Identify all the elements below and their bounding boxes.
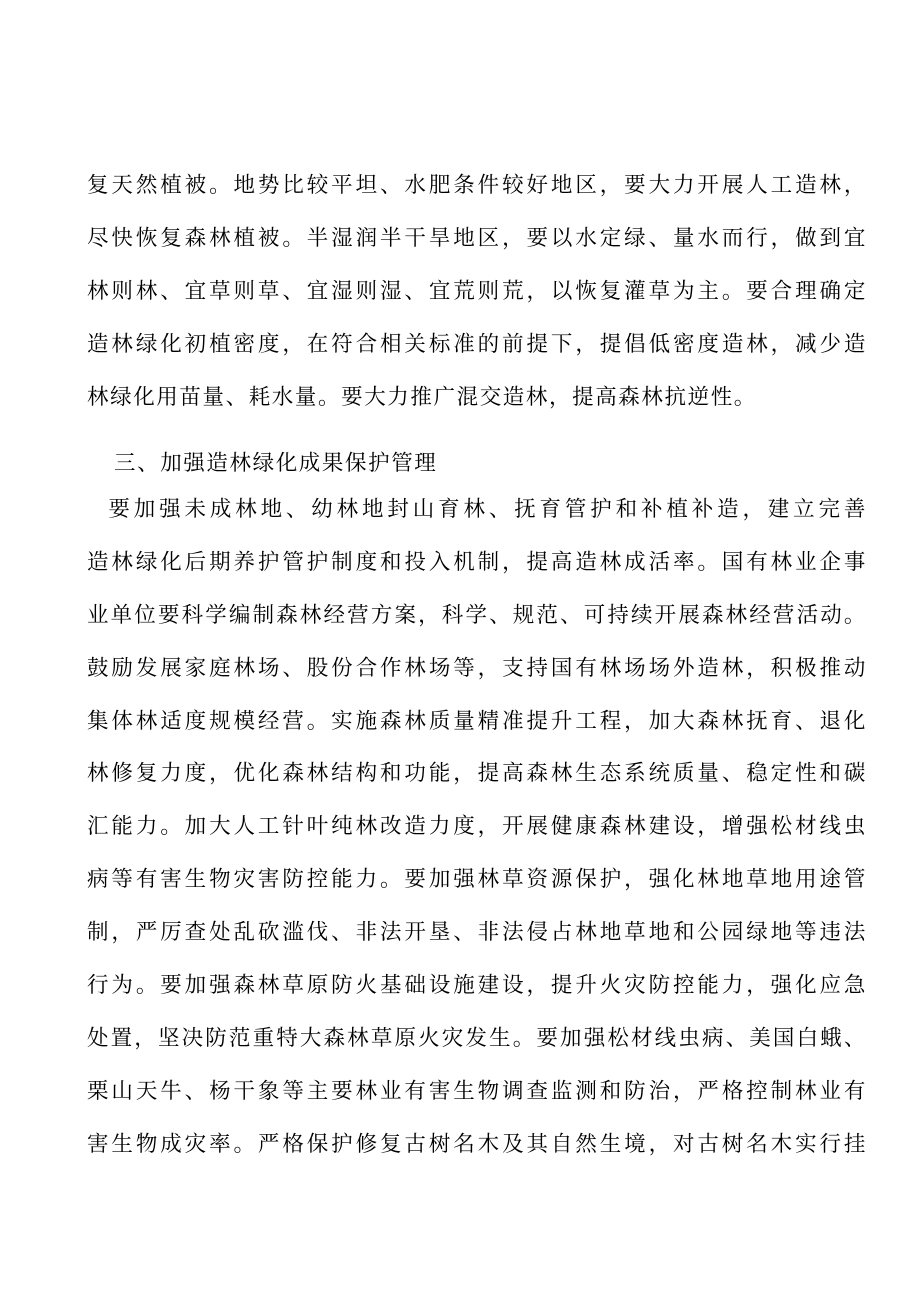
paragraph-line: 鼓励发展家庭林场、股份合作林场等，支持国有林场场外造林，积极推动 <box>87 655 867 681</box>
paragraph-line: 行为。要加强森林草原防火基础设施建设，提升火灾防控能力，强化应急 <box>87 973 867 999</box>
paragraph-line: 林修复力度，优化森林结构和功能，提高森林生态系统质量、稳定性和碳 <box>87 761 867 787</box>
paragraph-line: 处置，坚决防范重特大森林草原火灾发生。要加强松材线虫病、美国白蛾、 <box>87 1025 867 1051</box>
section-heading: 三、加强造林绿化成果保护管理 <box>114 451 438 476</box>
paragraph-line: 汇能力。加大人工针叶纯林改造力度，开展健康森林建设，增强松材线虫 <box>87 814 867 840</box>
paragraph-line: 制，严厉查处乱砍滥伐、非法开垦、非法侵占林地草地和公园绿地等违法 <box>87 920 867 946</box>
paragraph-line: 要加强未成林地、幼林地封山育林、抚育管护和补植补造，建立完善 <box>87 497 867 522</box>
paragraph-line: 集体林适度规模经营。实施森林质量精准提升工程，加大森林抚育、退化 <box>87 708 867 734</box>
paragraph-line: 业单位要科学编制森林经营方案，科学、规范、可持续开展森林经营活动。 <box>87 602 867 628</box>
paragraph-line: 林绿化用苗量、耗水量。要大力推广混交造林，提高森林抗逆性。 <box>87 384 757 410</box>
paragraph-line: 复天然植被。地势比较平坦、水肥条件较好地区，要大力开展人工造林， <box>87 173 867 198</box>
paragraph-line: 栗山天牛、杨干象等主要林业有害生物调查监测和防治，严格控制林业有 <box>87 1078 867 1104</box>
paragraph-protection <box>87 484 867 1172</box>
paragraph-line: 病等有害生物灾害防控能力。要加强林草资源保护，强化林地草地用途管 <box>87 867 867 893</box>
paragraph-line: 害生物成灾率。严格保护修复古树名木及其自然生境，对古树名木实行挂 <box>87 1131 867 1157</box>
paragraph-line: 造林绿化初植密度，在符合相关标准的前提下，提倡低密度造林，减少造 <box>87 331 867 357</box>
paragraph-planting <box>87 160 867 424</box>
paragraph-line: 尽快恢复森林植被。半湿润半干旱地区，要以水定绿、量水而行，做到宜 <box>87 225 867 251</box>
paragraph-line: 林则林、宜草则草、宜湿则湿、宜荒则荒，以恢复灌草为主。要合理确定 <box>87 278 867 304</box>
paragraph-line: 造林绿化后期养护管护制度和投入机制，提高造林成活率。国有林业企事 <box>87 549 867 575</box>
